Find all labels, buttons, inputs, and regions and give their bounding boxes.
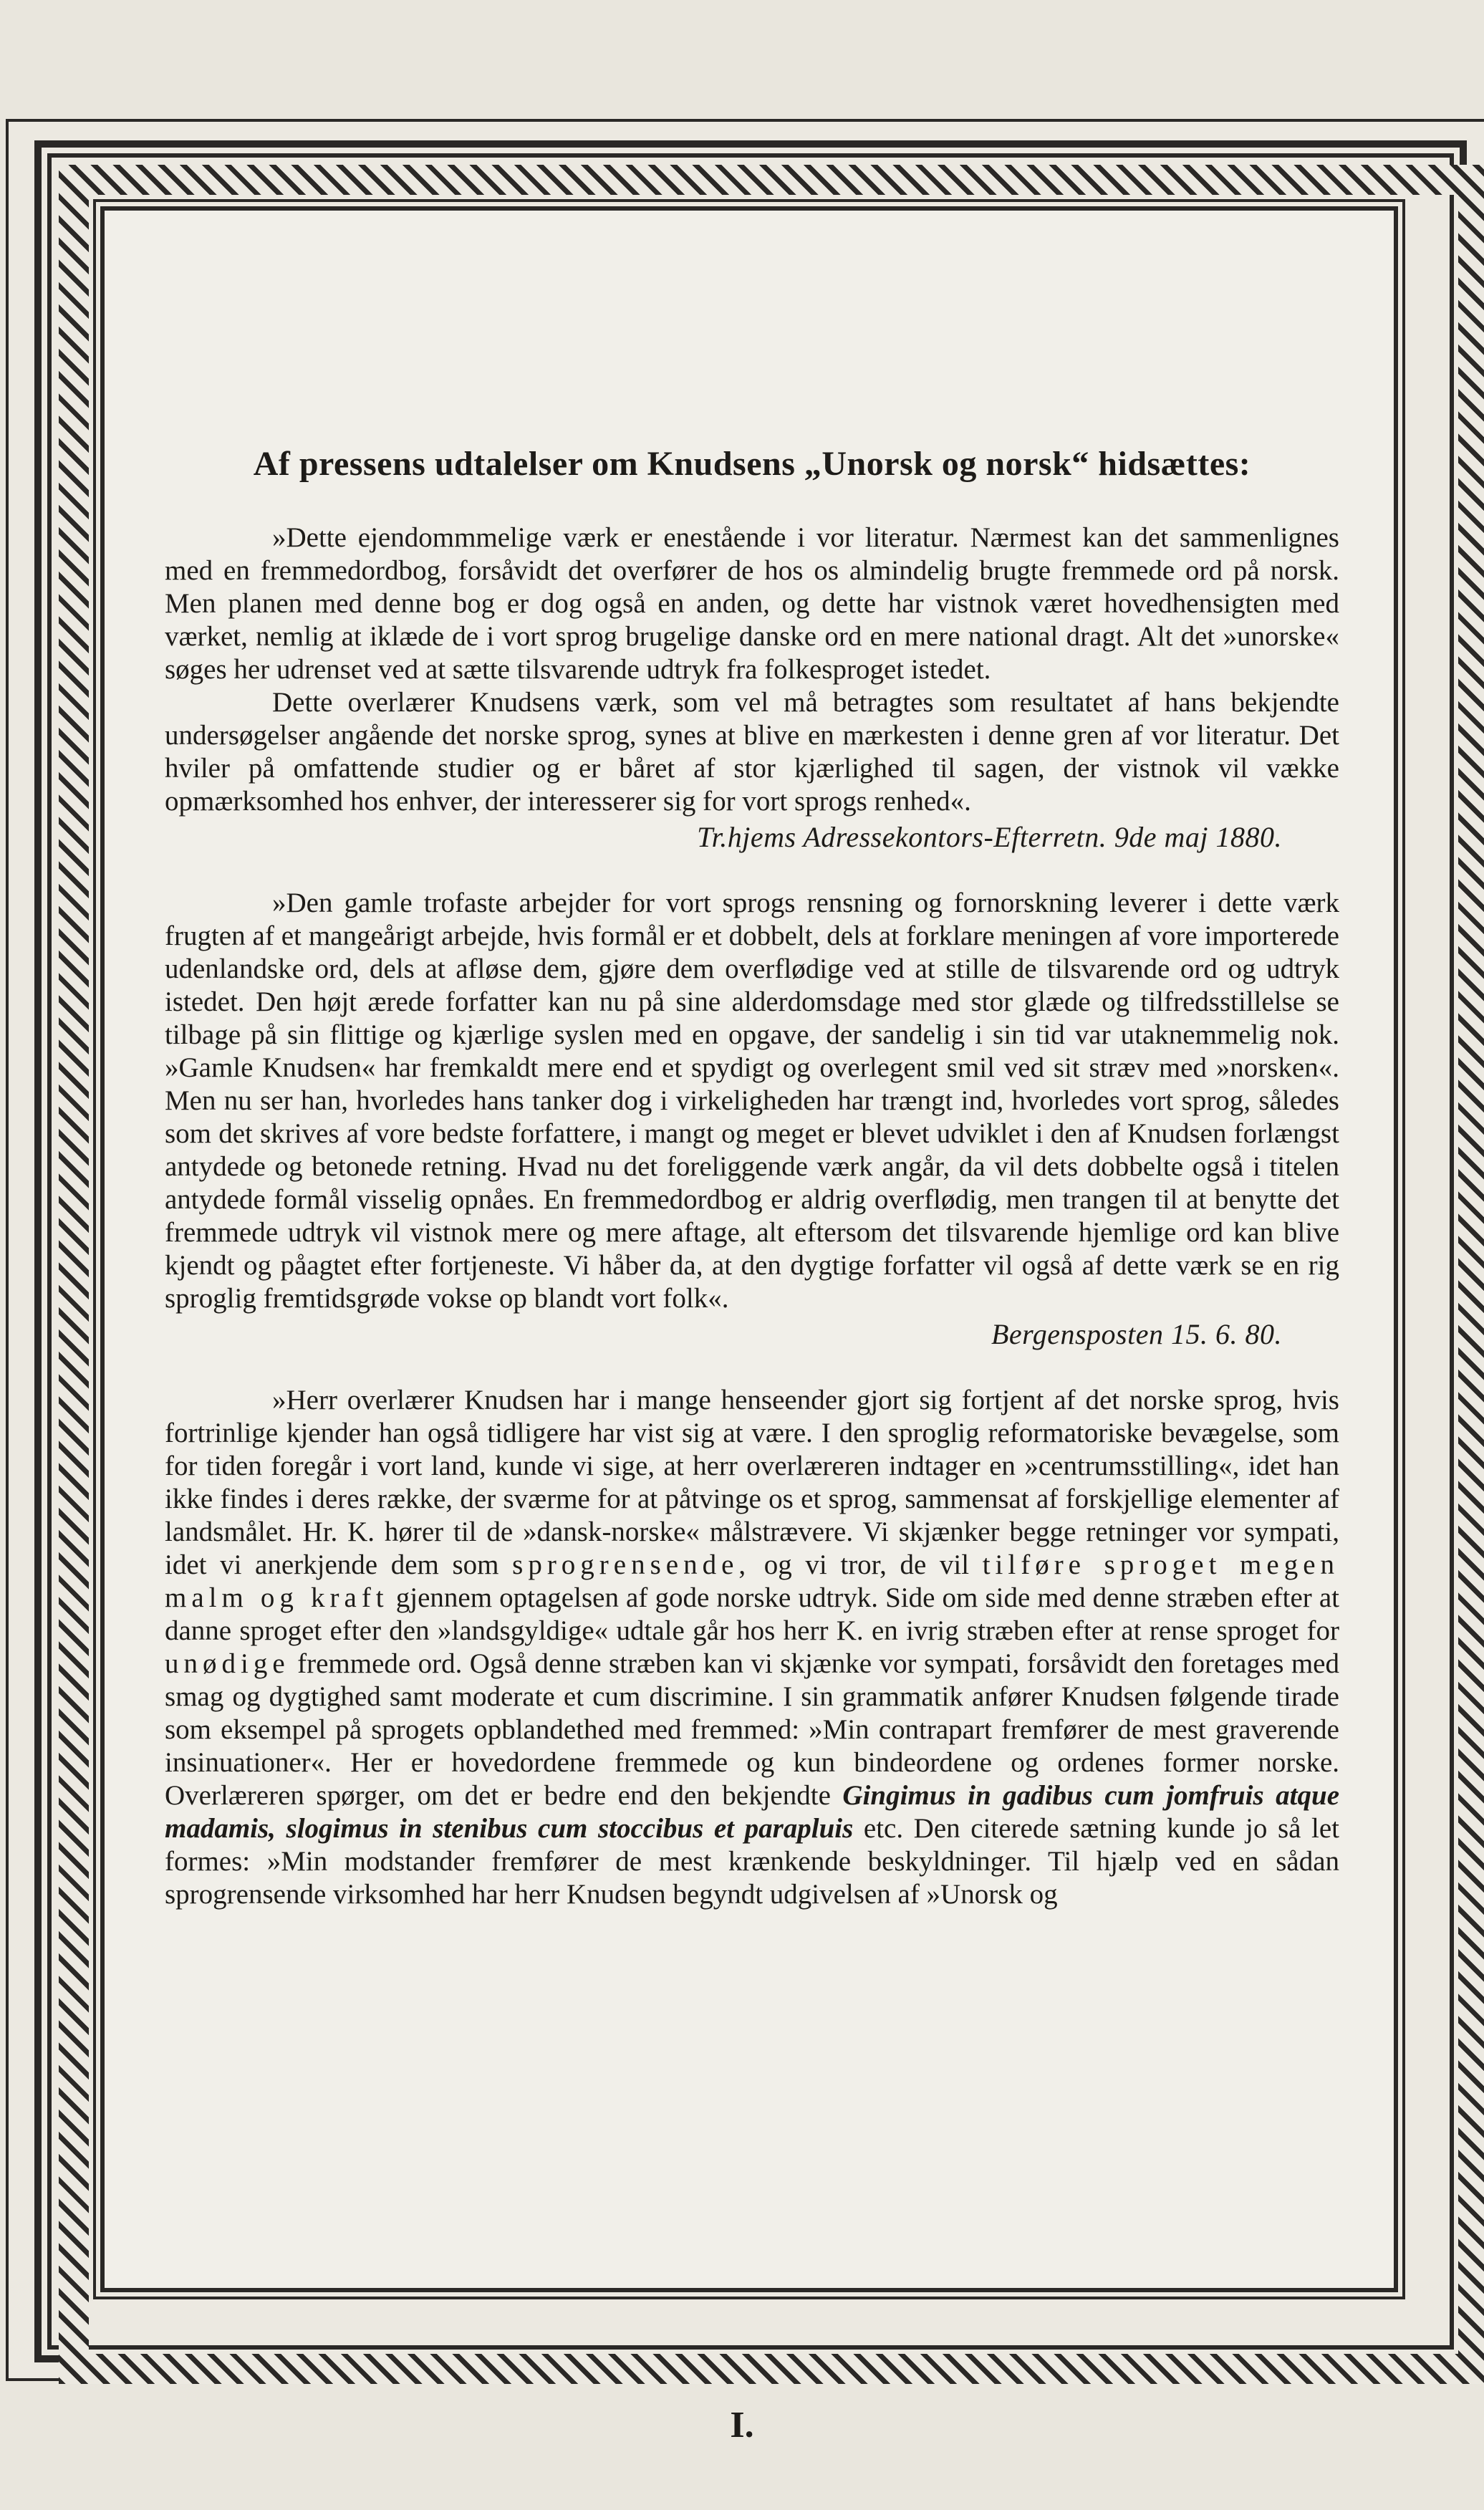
review-3-text-b: og vi tror, de vil (763, 1549, 970, 1580)
review-3-text-a: »Herr overlærer Knudsen har i mange henseender gjort sig fortjent af det norske sprog, hvis fortrinlige kjender han også tidligere har vist sig at være. I den sproglig reformatoriske bevægelse, som for tiden foregår i vort land, kunde vi sige, at herr overlæreren indtager en »centrumsstilling«, idet han ikke findes i deres række, der sværme for at påtvinge os et sprog, sammensat af forskjellige elementer af landsmålet. Hr. K. hører til de »dansk-norske« målstrævere. Vi skjænker begge retninger vor sympati, idet vi anerkjende dem som (165, 1385, 1339, 1580)
review-3-text-e: etc. Den citerede sætning kunde jo så let formes: »Min modstander fremfører de mest krænkende beskyldninger. Til hjælp ved en sådan sprogrensende virksomhed har herr Knudsen begyndt udgivelsen af »Unorsk og (165, 1813, 1339, 1910)
review-3-text-d: fremmede ord. Også denne stræben kan vi skjænke vor sympati, forsåvidt den foretages med smag og dygtighed samt moderate et cum discrimine. I sin grammatik anfører Knudsen følgende tirade som eksempel på sprogets opblandethed med fremmed: »Min contrapart fremfører de mest graverende insinuationer«. Her er hovedordene fremmede og kun bindeordene og ordenes former norske. Overlæreren spørger, om det er bedre end den bekjendte (165, 1648, 1339, 1811)
review-3-text-c: gjennem optagelsen af gode norske udtryk. Side om side med denne stræben efter at danne sproget efter den »landsgyldige« udtale går hos herr K. en ivrig stræben efter at rense sproget for (165, 1582, 1340, 1646)
latin-quote: Gingimus in gadibus cum jomfruis atque madamis, slogimus in stenibus cum stoccibus et parapluis (165, 1780, 1340, 1844)
page-number: I. (730, 2405, 754, 2446)
review-2-paragraph: »Den gamle trofaste arbejder for vort sprogs rensning og fornorskning leverer i dette værk frugten af et mangeårigt arbejde, hvis formål er et dobbelt, dels at forklare meningen af vore importerede udenlandske ord, dels at afløse dem, gjøre dem overflødige ved at stille de tilsvarende ord og udtryk istedet. Den højt ærede forfatter kan nu på sine alderdomsdage med stor glæde og tilfredsstillelse se tilbage på sin flittige og kjærlige syslen med en opgave, der sandelig i sin tid var utaknemmelig nok. »Gamle Knudsen« har fremkaldt mere end et spydigt og overlegent smil ved sit stræv med »norsken«. Men nu ser han, hvorledes hans tanker dog i virkeligheden har trængt ind, hvorledes vort sprog, således som det skrives af vore bedste forfattere, i mangt og meget er blevet udviklet i den af Knudsen forlængst antydede og betonede retning. Hvad nu det foreliggende værk angår, da vil dets dobbelte også i titelen antydede formål visselig opnåes. En fremmedordbog er aldrig overflødig, men trangen til at benytte det fremmede udtryk vil vistnok mere og mere aftage, alt eftersom det tilsvarende hjemlige ord kan blive kjendt og påagtet efter fortjeneste. Vi håber da, at den dygtige forfatter vil også af dette værk se en rig sproglig fremtidsgrøde vokse op blandt vort folk«. (165, 888, 1339, 1314)
review-1-source: Tr.hjems Adressekontors-Efterretn. 9de maj 1880. (697, 821, 1282, 853)
review-1-paragraph-2: Dette overlærer Knudsens værk, som vel må betragtes som resultatet af hans bekjendte undersøgelser angående det norske sprog, synes at blive en mærkesten i denne gren af vor literatur. Det hviler på omfattende studier og er båret af stor kjærlighed til sagen, der vistnok vil vække opmærksomhed hos enhver, der interesserer sig for vort sprogs renhed«. (165, 687, 1339, 817)
review-2-source: Bergensposten 15. 6. 80. (991, 1318, 1282, 1350)
review-1-paragraph-1: »Dette ejendommmelige værk er enestående i vor literatur. Nærmest kan det sammenlignes med en fremmedordbog, forsåvidt det overfører de hos os almindelig brugte fremmede ord på norsk. Men planen med denne bog er dog også en anden, og dette har vistnok været hovedhensigten med værket, nemlig at iklæde de i vort sprog brugelige danske ord en mere national dragt. Alt det »unorske« søges her udrenset ved at sætte tilsvarende udtryk fra folkesproget istedet. (165, 522, 1339, 685)
page-content (165, 444, 1339, 1911)
spaced-tilfore: tilføre sproget megen malm og kraft (165, 1549, 1339, 1613)
spaced-sprogrensende: sprogrensende, (512, 1549, 751, 1580)
spaced-unodige: unødige (165, 1648, 290, 1679)
page-title: Af pressens udtalelser om Knudsens „Unorsk og norsk“ hidsættes: (253, 445, 1251, 483)
review-3-paragraph (165, 1384, 1339, 1911)
